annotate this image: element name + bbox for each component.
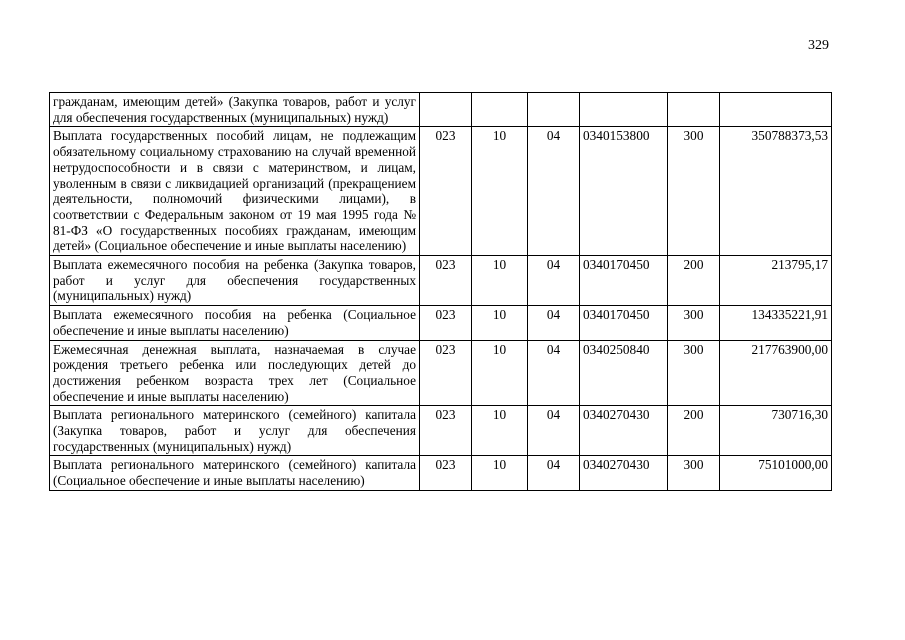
cell-subsection: 04: [528, 306, 580, 340]
cell-subsection: 04: [528, 340, 580, 406]
table-row: [50, 456, 832, 490]
cell-expense-type: [668, 93, 720, 127]
cell-subsection: 04: [528, 456, 580, 490]
cell-description: Выплата государственных пособий лицам, не подлежащим обязательному социальному страхованию на случай временной нетрудоспособности и в связи с материнством, и лицам, уволенным в связи с ликвидацией организаций (прекращением деятельности, полномочий физическими лицами), в соответствии с Федеральным законом от 19 мая 1995 года № 81-ФЗ «О государственных пособиях гражданам, имеющим детей» (Социальное обеспечение и иные выплаты населению): [50, 127, 420, 256]
cell-section: 10: [472, 256, 528, 306]
cell-description: гражданам, имеющим детей» (Закупка товаров, работ и услуг для обеспечения государственных (муниципальных) нужд): [50, 93, 420, 127]
cell-amount: 213795,17: [720, 256, 832, 306]
cell-target-article: 0340170450: [580, 306, 668, 340]
cell-amount: 217763900,00: [720, 340, 832, 406]
table-row: [50, 127, 832, 256]
cell-section: 10: [472, 340, 528, 406]
cell-expense-type: 300: [668, 456, 720, 490]
cell-section: 10: [472, 456, 528, 490]
cell-amount: 730716,30: [720, 406, 832, 456]
cell-description: Выплата регионального материнского (семейного) капитала (Социальное обеспечение и иные выплаты населению): [50, 456, 420, 490]
cell-subsection: 04: [528, 256, 580, 306]
cell-ministry-code: 023: [420, 306, 472, 340]
cell-target-article: 0340250840: [580, 340, 668, 406]
cell-expense-type: 300: [668, 127, 720, 256]
page-number: 329: [808, 38, 829, 53]
cell-target-article: 0340153800: [580, 127, 668, 256]
cell-target-article: 0340170450: [580, 256, 668, 306]
cell-target-article: 0340270430: [580, 456, 668, 490]
cell-subsection: [528, 93, 580, 127]
cell-amount: [720, 93, 832, 127]
cell-amount: 350788373,53: [720, 127, 832, 256]
cell-target-article: 0340270430: [580, 406, 668, 456]
cell-section: 10: [472, 406, 528, 456]
table-row: [50, 406, 832, 456]
cell-ministry-code: [420, 93, 472, 127]
cell-expense-type: 200: [668, 406, 720, 456]
cell-description: Выплата ежемесячного пособия на ребенка (Закупка товаров, работ и услуг для обеспечения государственных (муниципальных) нужд): [50, 256, 420, 306]
budget-table: [49, 92, 832, 491]
cell-ministry-code: 023: [420, 256, 472, 306]
cell-description: Выплата ежемесячного пособия на ребенка (Социальное обеспечение и иные выплаты населению): [50, 306, 420, 340]
cell-amount: 134335221,91: [720, 306, 832, 340]
table-row: [50, 256, 832, 306]
table-row: [50, 340, 832, 406]
cell-amount: 75101000,00: [720, 456, 832, 490]
table-body: [50, 93, 832, 491]
cell-description: Ежемесячная денежная выплата, назначаемая в случае рождения третьего ребенка или последующих детей до достижения ребенком возраста трех лет (Социальное обеспечение и иные выплаты населению): [50, 340, 420, 406]
cell-expense-type: 300: [668, 306, 720, 340]
table-row: [50, 306, 832, 340]
cell-ministry-code: 023: [420, 456, 472, 490]
cell-subsection: 04: [528, 406, 580, 456]
cell-ministry-code: 023: [420, 406, 472, 456]
cell-description: Выплата регионального материнского (семейного) капитала (Закупка товаров, работ и услуг для обеспечения государственных (муниципальных) нужд): [50, 406, 420, 456]
cell-target-article: [580, 93, 668, 127]
cell-expense-type: 200: [668, 256, 720, 306]
cell-section: [472, 93, 528, 127]
cell-section: 10: [472, 127, 528, 256]
cell-section: 10: [472, 306, 528, 340]
cell-subsection: 04: [528, 127, 580, 256]
table-row: [50, 93, 832, 127]
cell-ministry-code: 023: [420, 127, 472, 256]
cell-ministry-code: 023: [420, 340, 472, 406]
cell-expense-type: 300: [668, 340, 720, 406]
